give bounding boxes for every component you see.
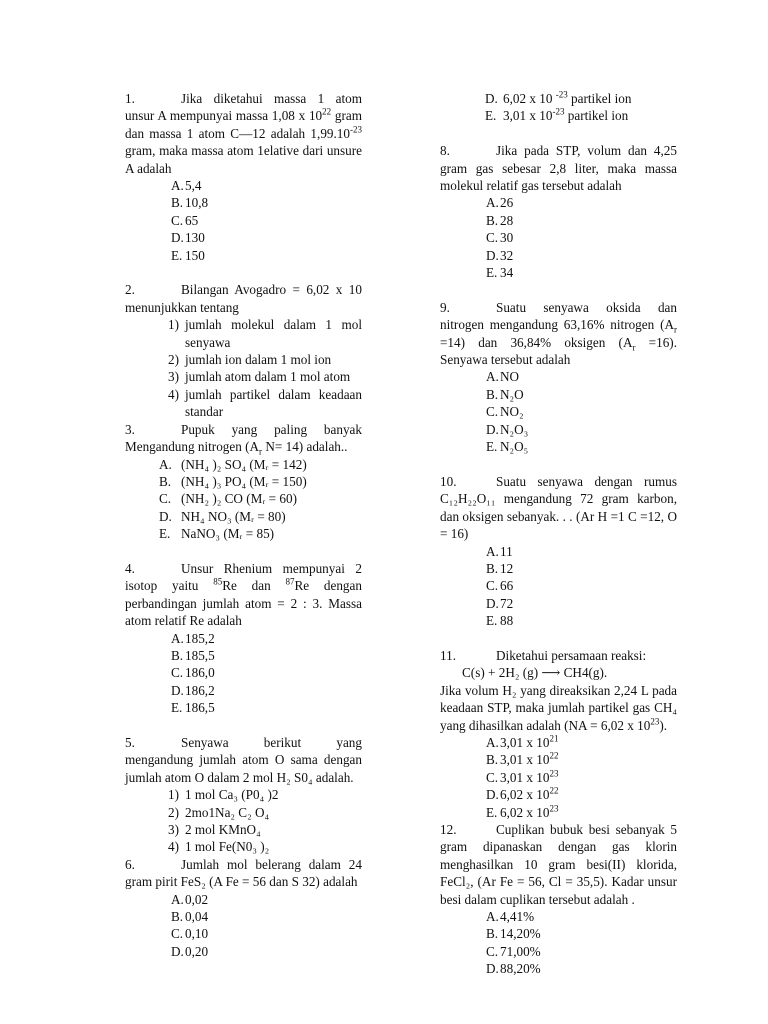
option-text: 2 mol KMnO₄	[185, 822, 261, 838]
question-number: 6.	[125, 856, 135, 872]
option-text: 88,20%	[500, 961, 541, 977]
option-label: E.	[171, 247, 183, 263]
text-segment: Jika pada STP, volum dan 4,25 gram gas sebesar 2,8 liter, maka massa molekul relatif gas tersebut adalah	[440, 143, 677, 194]
option	[440, 90, 677, 107]
option-text: 26	[500, 195, 514, 211]
option	[440, 577, 677, 594]
option-label: D.	[486, 961, 499, 977]
option	[125, 229, 362, 246]
option	[125, 177, 362, 194]
option-text: jumlah atom dalam 1 mol atom	[185, 369, 351, 385]
option-label: 1)	[168, 317, 179, 333]
option-label: A.	[486, 734, 499, 750]
option-label: C.	[486, 404, 499, 420]
option	[440, 543, 677, 560]
question-number: 1.	[125, 91, 135, 106]
question-number: 12.	[440, 822, 457, 837]
superscript: -23	[350, 124, 362, 135]
question-number: 5.	[125, 734, 135, 750]
option-label: 1)	[168, 787, 179, 803]
text-segment: Jika volum H₂ yang direaksikan 2,24 L pada keadaan STP, maka jumlah partikel gas CH₄ yang dihasilkan adalah (NA = 6,02 x 10	[440, 682, 677, 733]
option-label: 3)	[168, 369, 179, 385]
option-label: B.	[486, 560, 499, 576]
option-label: D.	[486, 247, 499, 263]
spacer	[125, 543, 362, 560]
question-4-text	[125, 560, 362, 630]
option	[125, 456, 362, 473]
superscript: -23	[555, 89, 568, 100]
question-8-text	[440, 142, 677, 194]
option-label: A.	[171, 178, 184, 194]
option	[440, 786, 677, 803]
option-label: D.	[171, 682, 184, 698]
superscript: 22	[549, 750, 559, 761]
option	[125, 908, 362, 925]
option	[440, 560, 677, 577]
option-label: B.	[171, 195, 184, 211]
superscript: -23	[552, 107, 565, 118]
option-text: 66	[500, 578, 514, 594]
option-label: C.	[486, 769, 499, 785]
option-text: 186,0	[185, 665, 215, 681]
option-text: (NH₂ )₂ CO (Mᵣ = 60)	[181, 491, 297, 507]
option	[125, 699, 362, 716]
text-segment: gram, maka massa atom 1elative dari unsure A adalah	[125, 143, 362, 176]
option-text: 6,02 x 10	[503, 91, 556, 106]
superscript: 23	[549, 768, 559, 779]
option	[440, 229, 677, 246]
option-text: 0,04	[185, 909, 209, 925]
option	[125, 508, 362, 525]
option-text: jumlah partikel dalam keadaan standar	[185, 386, 362, 420]
question-8	[440, 142, 677, 281]
text-segment: Pupuk yang paling banyak Mengandung nitrogen (A	[125, 421, 362, 455]
question-6-text	[125, 856, 362, 891]
option	[440, 925, 677, 942]
option-text: jumlah molekul dalam 1 mol senyawa	[185, 317, 362, 350]
option-text: 30	[500, 230, 514, 246]
option	[440, 943, 677, 960]
text-segment: Re dengan perbandingan jumlah atom = 2 : 3. Massa atom relatif Re adalah	[125, 578, 362, 629]
option-text: 3,01 x 10	[500, 752, 550, 768]
option-text: 3,01 x 10	[500, 734, 550, 750]
option-label: E.	[486, 439, 498, 455]
option	[440, 438, 677, 455]
option	[125, 194, 362, 211]
option-label: 2)	[168, 352, 179, 368]
question-9-text	[440, 299, 677, 369]
statement	[125, 838, 362, 855]
option-label: B.	[486, 752, 499, 768]
option-text: 32	[500, 247, 514, 263]
option	[440, 403, 677, 420]
option	[440, 247, 677, 264]
option-label: B.	[159, 473, 172, 489]
option-text: 3,01 x 10	[500, 769, 550, 785]
option-text: 6,02 x 10	[500, 804, 550, 820]
question-6	[125, 856, 362, 960]
option-label: C.	[159, 491, 172, 507]
option	[125, 664, 362, 681]
option-label: C.	[171, 212, 184, 228]
option-text: 0,10	[185, 926, 209, 942]
text-segment: Jika diketahui massa 1 atom unsur A mempunyai massa 1,08 x 10	[125, 91, 362, 124]
option-label: D.	[486, 421, 499, 437]
option-text: 5,4	[185, 178, 202, 194]
option-label: A.	[486, 543, 499, 559]
option	[125, 473, 362, 490]
option-text: 34	[500, 265, 514, 281]
question-number: 9.	[440, 299, 450, 315]
question-1-text	[125, 90, 362, 177]
option-label: A.	[159, 456, 172, 472]
option-text: 28	[500, 212, 514, 228]
spacer	[440, 630, 677, 647]
option-text: 185,2	[185, 630, 215, 646]
superscript: 23	[650, 716, 660, 727]
option-label: A.	[486, 195, 499, 211]
option-text: 185,5	[185, 647, 215, 663]
statement	[125, 316, 362, 351]
statement	[125, 368, 362, 385]
option	[440, 264, 677, 281]
option-label: 4)	[168, 839, 179, 855]
option-text: 3,01 x 10	[503, 108, 553, 124]
statement	[125, 804, 362, 821]
superscript: 23	[549, 803, 559, 814]
option	[440, 194, 677, 211]
question-11-text	[440, 647, 677, 664]
option-text: 65	[185, 212, 199, 228]
statement	[125, 786, 362, 803]
option-text: 12	[500, 560, 514, 576]
option-text: 1 mol Fe(N0₃ )₂	[185, 839, 270, 855]
statement	[125, 351, 362, 368]
option-label: C.	[486, 578, 499, 594]
right-column	[440, 90, 677, 978]
question-2	[125, 281, 362, 420]
option-text: N₂O₅	[500, 439, 529, 455]
text-segment: N= 14) adalah..	[262, 439, 348, 455]
question-number: 3.	[125, 421, 135, 437]
option-text: 14,20%	[500, 926, 541, 942]
option-text: 186,2	[185, 682, 215, 698]
option-text: partikel ion	[567, 91, 632, 106]
option-text: 4,41%	[500, 909, 535, 925]
option-label: D.	[486, 787, 499, 803]
text-segment: =14) dan 36,84% oksigen (A	[440, 334, 633, 350]
option	[125, 490, 362, 507]
superscript: 87	[285, 576, 295, 587]
option	[440, 386, 677, 403]
option-text: 71,00%	[500, 943, 541, 959]
option	[125, 630, 362, 647]
option-label: 3)	[168, 822, 179, 838]
question-number: 8.	[440, 143, 450, 159]
option-text: 88	[500, 613, 514, 629]
option	[125, 943, 362, 960]
option	[440, 960, 677, 977]
option	[440, 908, 677, 925]
question-12	[440, 821, 677, 978]
option-label: A.	[171, 891, 184, 907]
question-3-text	[125, 421, 362, 456]
subscript: r	[632, 342, 636, 353]
option-text: N₂O	[500, 386, 524, 402]
question-11-text-2	[440, 682, 677, 734]
spacer	[440, 125, 677, 142]
question-1	[125, 90, 362, 264]
superscript: 21	[549, 733, 559, 744]
question-12-text	[440, 821, 677, 908]
question-number: 11.	[440, 647, 456, 663]
option-text: jumlah ion dalam 1 mol ion	[185, 352, 332, 368]
option	[440, 421, 677, 438]
question-9	[440, 299, 677, 456]
option	[125, 212, 362, 229]
subscript: r	[259, 446, 263, 457]
question-number: 4.	[125, 560, 135, 576]
option	[125, 925, 362, 942]
spacer	[440, 456, 677, 473]
text-segment: Jumlah mol belerang dalam 24 gram pirit FeS₂ (A Fe = 56 dan S 32) adalah	[125, 856, 362, 890]
option-text: 150	[185, 247, 205, 263]
option-label: D.	[485, 91, 498, 106]
option	[125, 247, 362, 264]
statement	[125, 821, 362, 838]
option-label: B.	[171, 909, 184, 925]
question-10	[440, 473, 677, 630]
option	[125, 891, 362, 908]
option-text: NaNO₃ (Mᵣ = 85)	[181, 526, 275, 542]
text-segment: ).	[659, 717, 668, 733]
option-label: C.	[486, 230, 499, 246]
text-segment: Senyawa berikut yang mengandung jumlah atom O sama dengan jumlah atom O dalam 2 mol H₂ S0₄ adalah.	[125, 734, 362, 785]
option	[125, 682, 362, 699]
text-segment: Cuplikan bubuk besi sebanyak 5 gram dipanaskan dengan gas klorin menghasilkan 10 gram besi(II) klorida, FeCl₂, (Ar Fe = 56, Cl = 35,5). Kadar unsur besi dalam cuplikan tersebut adalah .	[440, 822, 677, 907]
question-5-text	[125, 734, 362, 786]
text-segment: Diketahui persamaan reaksi:	[496, 647, 647, 663]
spacer	[125, 264, 362, 281]
statement	[125, 386, 362, 421]
option-text: NH₄ NO₃ (Mᵣ = 80)	[181, 508, 286, 524]
option-text: 10,8	[185, 195, 209, 211]
option-text: partikel ion	[564, 108, 629, 124]
option-text: 72	[500, 595, 514, 611]
option-label: E.	[171, 700, 183, 716]
reaction-equation: C(s) + 2H₂ (g) ⟶ CH4(g).	[462, 665, 608, 681]
spacer	[440, 281, 677, 298]
option-label: E.	[485, 108, 497, 124]
option-label: A.	[486, 909, 499, 925]
option-text: N₂O₃	[500, 421, 529, 437]
left-column	[125, 90, 362, 960]
option-label: B.	[486, 926, 499, 942]
option-text: 2mo1Na₂ C₂ O₄	[185, 804, 270, 820]
option	[125, 647, 362, 664]
text-segment: Suatu senyawa oksida dan nitrogen mengandung 63,16% nitrogen (A	[440, 299, 677, 333]
question-number: 10.	[440, 473, 457, 489]
option	[440, 612, 677, 629]
option	[440, 734, 677, 751]
option-label: 4)	[168, 386, 179, 402]
question-5	[125, 734, 362, 856]
option-label: D.	[171, 230, 184, 246]
option-text: (NH₄ )₂ SO₄ (Mᵣ = 142)	[181, 456, 307, 472]
option-text: NO₂	[500, 404, 524, 420]
question-2-text	[125, 281, 362, 316]
option-label: B.	[486, 386, 499, 402]
option-label: E.	[486, 265, 498, 281]
option-label: C.	[486, 943, 499, 959]
option	[440, 107, 677, 124]
superscript: 22	[322, 107, 332, 118]
option-label: E.	[486, 804, 498, 820]
option-label: E.	[159, 526, 171, 542]
option	[440, 595, 677, 612]
option	[125, 525, 362, 542]
text-segment: Unsur Rhenium mempunyai 2 isotop yaitu	[125, 560, 362, 594]
option-text: 0,02	[185, 891, 209, 907]
option-text: 186,5	[185, 700, 215, 716]
option-label: D.	[171, 943, 184, 959]
superscript: 85	[213, 576, 223, 587]
question-number: 2.	[125, 282, 135, 298]
option-text: NO	[500, 369, 520, 385]
text-segment: Suatu senyawa dengan rumus C₁₂H₂₂O₁₁ mengandung 72 gram karbon, dan oksigen sebanyak. . . (Ar H =1 C =12, O = 16)	[440, 473, 677, 542]
question-3	[125, 421, 362, 543]
text-segment: Bilangan Avogadro = 6,02 x 10 menunjukkan tentang	[125, 282, 362, 315]
option-label: B.	[486, 212, 499, 228]
text-segment: gram dan massa 1 atom C—12 adalah 1,99.10	[125, 108, 362, 141]
text-segment: =16). Senyawa tersebut adalah	[440, 334, 677, 368]
spacer	[125, 717, 362, 734]
option-label: B.	[171, 647, 184, 663]
question-7-continuation	[440, 90, 677, 125]
question-11	[440, 647, 677, 821]
option-text: 1 mol Ca₃ (P0₄ )2	[185, 787, 279, 803]
option	[440, 751, 677, 768]
option-label: A.	[171, 630, 184, 646]
option-label: E.	[486, 613, 498, 629]
question-4	[125, 560, 362, 717]
subscript: r	[674, 324, 677, 335]
option	[440, 212, 677, 229]
option-label: C.	[171, 665, 184, 681]
option-label: D.	[159, 508, 172, 524]
option-text: 130	[185, 230, 205, 246]
option-label: C.	[171, 926, 184, 942]
option-label: A.	[486, 369, 499, 385]
text-segment: Re dan	[222, 578, 286, 594]
superscript: 22	[549, 785, 559, 796]
option	[440, 804, 677, 821]
option-text: 11	[500, 543, 513, 559]
option-text: 6,02 x 10	[500, 787, 550, 803]
option-text: (NH₄ )₃ PO₄ (Mᵣ = 150)	[181, 473, 307, 489]
option-text: 0,20	[185, 943, 209, 959]
option	[440, 769, 677, 786]
option-label: D.	[486, 595, 499, 611]
option	[440, 368, 677, 385]
option-label: 2)	[168, 804, 179, 820]
question-10-text	[440, 473, 677, 543]
